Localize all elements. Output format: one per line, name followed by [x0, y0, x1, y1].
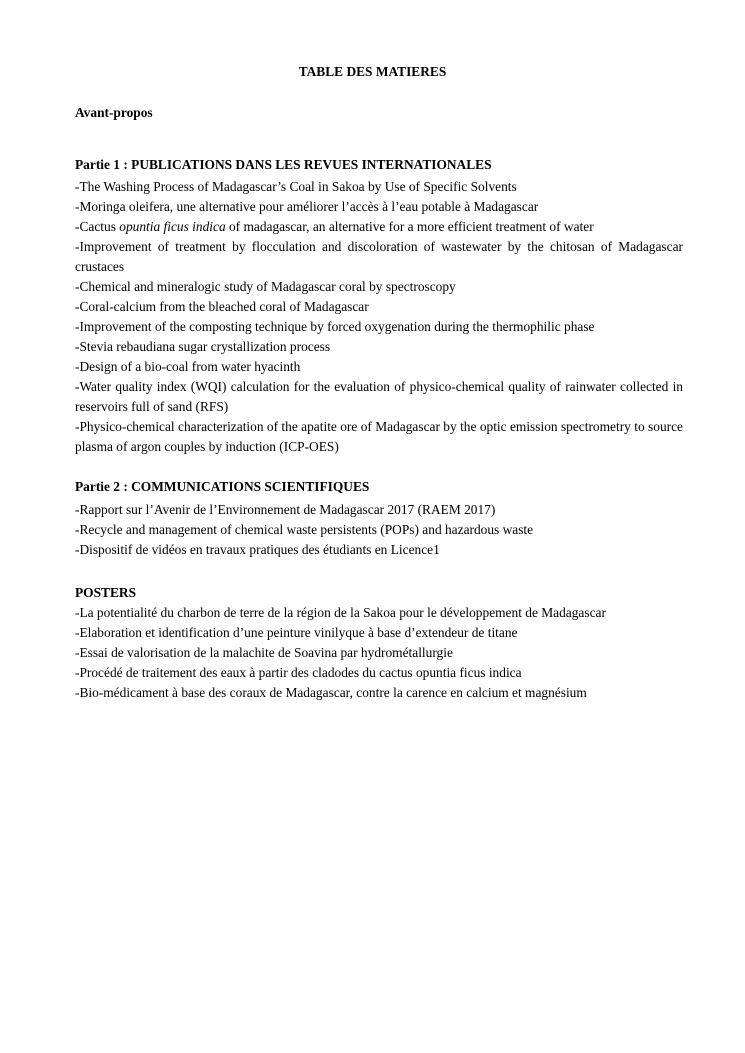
part1-item-8: -Stevia rebaudiana sugar crystallization process: [75, 339, 331, 354]
part2-list: [75, 500, 683, 560]
poster-item-4: -Procédé de traitement des eaux à partir des cladodes du cactus opuntia ficus indica: [75, 665, 522, 680]
part1-item-3-prefix: -Cactus: [75, 219, 120, 234]
poster-item-3: -Essai de valorisation de la malachite de Soavina par hydrométallurgie: [75, 645, 453, 660]
part1-item-4: -Improvement of treatment by flocculation and discoloration of wastewater by the chitosan of Madagascar crustaces: [75, 239, 683, 274]
part1-item-7: -Improvement of the composting technique by forced oxygenation during the thermophilic phase: [75, 319, 595, 334]
part1-item-3: [75, 217, 683, 237]
part1-heading: Partie 1 : PUBLICATIONS DANS LES REVUES INTERNATIONALES: [75, 157, 492, 172]
part1-item-11: -Physico-chemical characterization of the apatite ore of Madagascar by the optic emission spectrometry to source plasma of argon couples by induction (ICP-OES): [75, 419, 683, 454]
part1-list: [75, 177, 683, 457]
part1-section: [75, 155, 683, 457]
part1-item-3-italic: opuntia ficus indica: [119, 219, 226, 234]
part1-item-9: -Design of a bio-coal from water hyacinth: [75, 359, 301, 374]
foreword-heading-block: [75, 103, 683, 123]
poster-item-1: -La potentialité du charbon de terre de la région de la Sakoa pour le développement de Madagascar: [75, 605, 606, 620]
part1-item-3-suffix: of madagascar, an alternative for a more efficient treatment of water: [225, 219, 594, 234]
part2-item-3: -Dispositif de vidéos en travaux pratiques des étudiants en Licence1: [75, 542, 440, 557]
part1-item-1: -The Washing Process of Madagascar’s Coal in Sakoa by Use of Specific Solvents: [75, 179, 517, 194]
part2-item-1: -Rapport sur l’Avenir de l’Environnement de Madagascar 2017 (RAEM 2017): [75, 502, 496, 517]
posters-heading: POSTERS: [75, 585, 137, 600]
part1-item-5: -Chemical and mineralogic study of Madagascar coral by spectroscopy: [75, 279, 456, 294]
part2-heading: Partie 2 : COMMUNICATIONS SCIENTIFIQUES: [75, 479, 370, 494]
part2-section: [75, 477, 683, 560]
posters-section: [75, 583, 683, 703]
poster-item-5: -Bio-médicament à base des coraux de Madagascar, contre la carence en calcium et magnésium: [75, 685, 587, 700]
part2-item-2: -Recycle and management of chemical waste persistents (POPs) and hazardous waste: [75, 522, 534, 537]
part1-item-2: -Moringa oleifera, une alternative pour améliorer l’accès à l’eau potable à Madagascar: [75, 199, 539, 214]
posters-list: [75, 603, 683, 703]
part1-item-6: -Coral-calcium from the bleached coral of Madagascar: [75, 299, 369, 314]
page-title: TABLE DES MATIERES: [298, 64, 447, 79]
part1-item-10: -Water quality index (WQI) calculation for the evaluation of physico-chemical quality of rainwater collected in reservoirs full of sand (RFS): [75, 379, 683, 414]
poster-item-2: -Elaboration et identification d’une peinture vinilyque à base d’extendeur de titane: [75, 625, 518, 640]
foreword-heading: Avant-propos: [75, 105, 153, 120]
